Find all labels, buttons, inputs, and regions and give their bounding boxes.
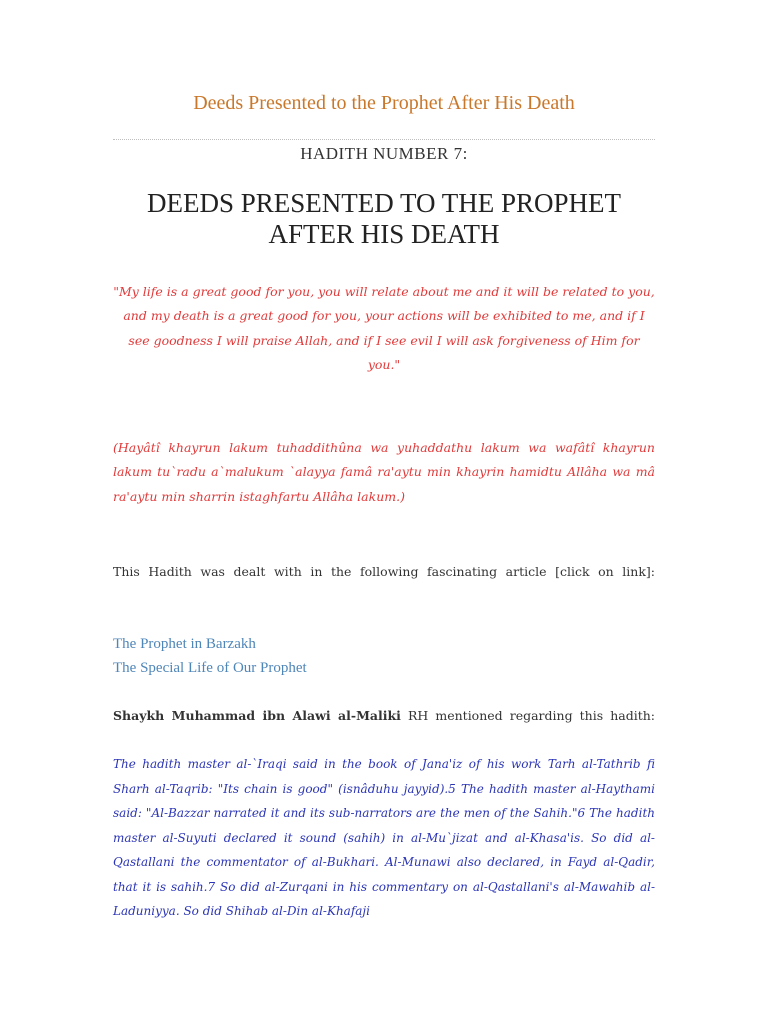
article-links — [113, 632, 655, 680]
link-special-life-of-our-prophet[interactable]: The Special Life of Our Prophet — [113, 660, 307, 676]
hadith-quote-english: "My life is a great good for you, you will relate about me and it will be related to you, and my death is a great good for you, your actions will be exhibited to me, and if I see goodness I will praise Allah, and if I see evil I will ask forgiveness of Him for you." — [113, 284, 655, 372]
main-heading: DEEDS PRESENTED TO THE PROPHET AFTER HIS DEATH — [146, 188, 622, 249]
hadith-quote-transliteration: (Hayâtî khayrun lakum tuhaddithûna wa yuhaddathu lakum wa wafâtî khayrun lakum tu`radu a`malukum `alayya famâ ra'aytu min khayrin hamidtu Allâha wa mâ ra'aytu min sharrin istaghfartu Allâha lakum.) — [113, 440, 655, 504]
citation-paragraph: The hadith master al-`Iraqi said in the book of Jana'iz of his work Tarh al-Tathrib fi Sharh al-Taqrib: "Its chain is good" (isnâduhu jayyid).5 The hadith master al-Haythami said: "Al-Bazzar narrated it and its sub-narrators are the men of the Sahih."6 The hadith master al-Suyuti declared it sound (sahih) in al-Mu`jizat and al-Khasa'is. So did al-Qastallani the commentator of al-Bukhari. Al-Munawi also declared, in Fayd al-Qadir, that it is sahih.7 So did al-Zurqani in his commentary on al-Qastallani's al-Mawahib al-Laduniyya. So did Shihab al-Din al-Khafaji — [113, 757, 655, 918]
link-prophet-in-barzakh[interactable]: The Prophet in Barzakh — [113, 636, 256, 652]
mention-text: RH mentioned regarding this hadith: — [400, 708, 655, 723]
hadith-number: HADITH NUMBER 7: — [300, 144, 468, 163]
title-divider — [113, 139, 655, 140]
mention-scholar-name: Shaykh Muhammad ibn Alawi al-Maliki — [113, 708, 401, 723]
article-intro: This Hadith was dealt with in the following fascinating article [click on link]: — [113, 564, 655, 579]
post-title: Deeds Presented to the Prophet After His Death — [193, 92, 575, 114]
mention-paragraph — [113, 706, 655, 726]
